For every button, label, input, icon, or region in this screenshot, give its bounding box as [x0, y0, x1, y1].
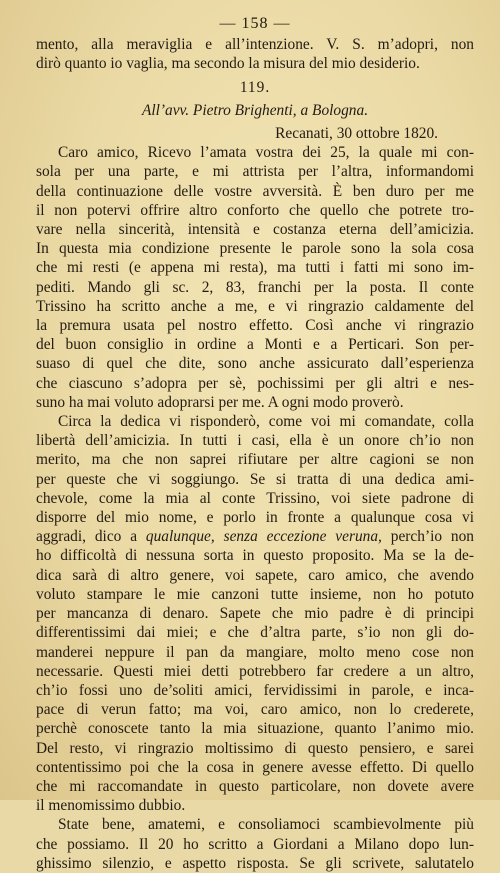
- text-line: differentissimi dai miei; e che d’altra parte, s’io non gli do-: [36, 624, 474, 642]
- text-line: necessarie. Questi miei detti potrebbero far credere a un altro,: [36, 662, 474, 680]
- text-line: manderei neppure il pan da mangiare, molto meno cose non: [36, 643, 474, 661]
- text-line: il non potervi offrire altro conforto che quello che potrete tro-: [36, 201, 474, 219]
- text-line: Circa la dedica vi risponderò, come voi mi comandate, colla: [58, 413, 474, 431]
- text-line: contentissimo poi che la cosa in genere avesse effetto. Di quello: [36, 758, 474, 776]
- text-line: ghissimo silenzio, e aspetto risposta. Se gli scrivete, salutatelo: [36, 854, 474, 872]
- text-line: la premura usata pel nostro effetto. Così anche vi ringrazio: [36, 317, 474, 335]
- text-line: disporre del mio nome, e porlo in fronte a qualunque cosa vi: [36, 509, 474, 527]
- text-line: suno ha mai voluto adoprarsi per me. A ogni modo proverò.: [36, 393, 404, 411]
- letter-paragraph-2: [36, 412, 474, 815]
- text-line: mento, alla meraviglia e all’intenzione. V. S. m’adopri, non: [36, 36, 474, 54]
- letter-addressee: All’avv. Pietro Brighenti, a Bologna.: [141, 101, 369, 119]
- letter-number: 119.: [239, 78, 271, 96]
- text-line: dica sarà di altro genere, voi sapete, caro amico, che avendo: [36, 566, 474, 584]
- text-line: voluto stampare le mie canzoni tutte insieme, non ho potuto: [36, 585, 474, 603]
- text-line: ho difficoltà di nessuna sorta in questo proposito. Ma se la de-: [36, 547, 474, 565]
- italic-emphasis: qualunque, senza eccezione veruna,: [145, 528, 382, 546]
- text-line: dirò quanto io vaglia, ma secondo la misura del mio desiderio.: [36, 55, 420, 73]
- page-number: — 158 —: [219, 15, 291, 32]
- text-line: Trissino ha scritto anche a me, e vi ringrazio caldamente del: [36, 297, 474, 315]
- text-span: aggradi, dico a: [36, 528, 138, 546]
- text-line: Del resto, vi ringrazio moltissimo di questo pensiero, e sarei: [36, 739, 474, 757]
- text-line: per mancanza di denaro. Sapete che mio padre è di principi: [36, 605, 474, 623]
- letter-paragraph-3: [36, 815, 474, 873]
- letter-paragraph-1: [36, 143, 474, 412]
- text-line: della continuazione delle vostre avversità. È ben duro per me: [36, 182, 474, 200]
- text-line: che mi raccomandate in questo particolare, non dovete avere: [36, 777, 474, 795]
- text-line: State bene, amatemi, e consoliamoci scambievolmente più: [58, 816, 474, 834]
- text-line: merito, ma che non saprei rifiutare per altre cagioni se non: [36, 451, 474, 469]
- text-line: vare nella sincerità, intensità e costanza eterna dell’amicizia.: [36, 221, 474, 239]
- text-line: chevole, come la mia al conte Trissino, voi siete padrone di: [36, 489, 474, 507]
- text-line: che mi resti (e appena mi resta), ma tutti i fatti mi sono im-: [36, 259, 474, 277]
- text-line: perchè conoscete tanto la mia situazione, quanto l’animo mio.: [36, 720, 474, 738]
- text-line: In questa mia condizione presente le parole sono la sola cosa: [36, 240, 474, 258]
- text-line: il menomissimo dubbio.: [36, 797, 186, 815]
- text-line: ch’io fossi uno de’soliti amici, fervidissimi in parole, e inca-: [36, 681, 474, 699]
- text-line-with-italics: [36, 527, 474, 546]
- text-line: del buon consiglio in ordine a Monti e a Perticari. Son per-: [36, 336, 474, 354]
- text-line: libertà dell’amicizia. In tutti i casi, ella è un onore ch’io non: [36, 432, 474, 450]
- carryover-paragraph: [36, 35, 474, 73]
- text-line: sola per una parte, e mi attrista per l’altra, informandomi: [36, 163, 474, 181]
- text-line: suaso di quel che dite, sono anche assicurato dall’esperienza: [36, 355, 474, 373]
- text-line: che ciascuno s’adopra per sè, pochissimi per gli altri e nes-: [36, 374, 474, 392]
- text-line: Caro amico, Ricevo l’amata vostra dei 25, la quale mi con-: [58, 144, 474, 162]
- text-line: pediti. Mando gli sc. 2, 83, franchi per la posta. Il conte: [36, 278, 474, 296]
- text-line: pace di verun fatto; ma voi, caro amico, non lo crederete,: [36, 701, 474, 719]
- text-span: perch’io non: [390, 528, 474, 546]
- text-line: che possiamo. Il 20 ho scritto a Giordani a Milano dopo lun-: [36, 835, 474, 853]
- text-line: per queste che vi soggiungo. Se si tratta di una dedica ami-: [36, 470, 474, 488]
- letter-date: Recanati, 30 ottobre 1820.: [275, 125, 438, 143]
